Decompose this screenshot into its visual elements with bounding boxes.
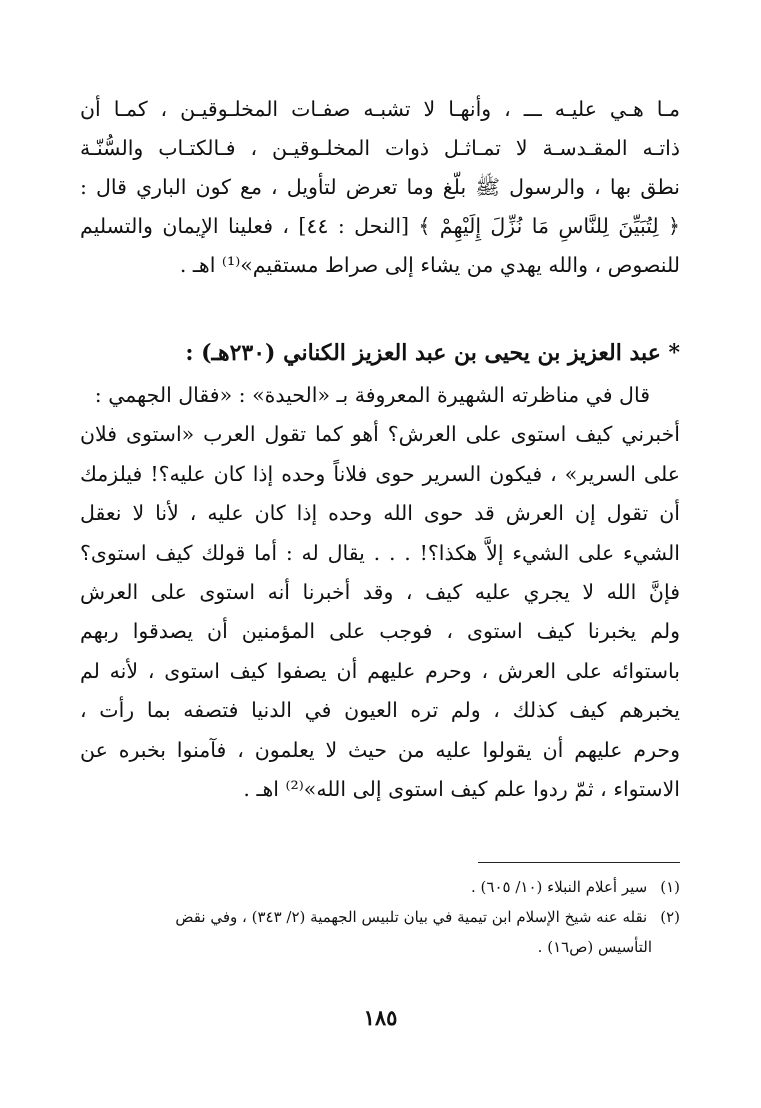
paragraph-line: ﴿ لِتُبَيِّنَ لِلنَّاسِ مَا نُزِّلَ إِلَيْهِمْ ﴾ [النحل : ٤٤] ، فعلينا الإيمان والتسليم [80, 214, 680, 238]
footnote-divider [478, 862, 680, 863]
section-line: وحرم عليهم أن يقولوا عليه من حيث لا يعلمون ، فآمنوا بخبره عن [80, 737, 680, 762]
footnote-1 [80, 872, 680, 902]
section-line: أخبرني كيف استوى على العرش؟ أهو كما تقول العرب «استوى فلان [80, 422, 680, 447]
footnote-text: سير أعلام النبلاء (١٠/ ٦٠٥) . [471, 878, 648, 896]
footnotes [80, 872, 680, 962]
section-line: ولم يخبرنا كيف استوى ، فوجب على المؤمنين أن يصدقوا ربهم [80, 619, 680, 644]
page-number: ١٨٥ [363, 1005, 398, 1030]
footnote-number: (١) [660, 878, 680, 896]
paragraph-line: نطق بها ، والرسول ﷺ بلّغ وما تعرض لتأويل ، مع كون الباري قال : [80, 175, 680, 199]
section-line: باستوائه على العرش ، وحرم عليهم أن يصفوا كيف استوى ، لأنه لم [80, 658, 680, 683]
section-line: على السرير» ، فيكون السرير حوى فلاناً وحده إذا كان عليه؟! فيلزمك [80, 461, 680, 486]
section-line: الاستواء ، ثمّ ردوا علم كيف استوى إلى الله»⁽²⁾ اهـ . [243, 776, 680, 801]
footnote-number: (٢) [660, 908, 680, 926]
section-heading: * عبد العزيز بن يحيى بن عبد العزيز الكناني (٢٣٠هـ) : [185, 340, 680, 366]
paragraph-line: للنصوص ، والله يهدي من يشاء إلى صراط مستقيم»⁽¹⁾ اهـ . [179, 253, 680, 277]
section-line: أن تقول إن العرش قد حوى الله وحده إذا كان عليه ، لأنا لا نعقل [80, 501, 680, 526]
opening-paragraph [80, 90, 680, 285]
footnote-2 [80, 902, 680, 932]
paragraph-line: ذاتـه المقـدسـة لا تمـاثـل ذوات المخلـوقيـن ، فـالكتـاب والسُّنّـة [80, 136, 680, 160]
section-line: قال في مناظرته الشهيرة المعروفة بـ «الحيدة» : «فقال الجهمي : [94, 383, 650, 407]
section-line: يخبرهم كيف كذلك ، ولم تره العيون في الدنيا فتصفه بما رأت ، [80, 698, 680, 723]
section-line: الشيء على الشيء إلاَّ هكذا؟! . . . يقال له : أما قولك كيف استوى؟ [80, 540, 680, 565]
footnote-continuation: التأسيس (ص١٦) . [537, 938, 652, 956]
paragraph-line: مـا هـي عليـه ـــ ، وأنهـا لا تشبـه صفـات المخلـوقيـن ، كمـا أن [80, 97, 680, 121]
section-line: فإنَّ الله لا يجري عليه كيف ، وقد أخبرنا أنه استوى على العرش [80, 579, 680, 604]
section-body [80, 376, 680, 809]
footnote-text: نقله عنه شيخ الإسلام ابن تيمية في بيان تلبيس الجهمية (٢/ ٣٤٣) ، وفي نقض [175, 908, 648, 926]
